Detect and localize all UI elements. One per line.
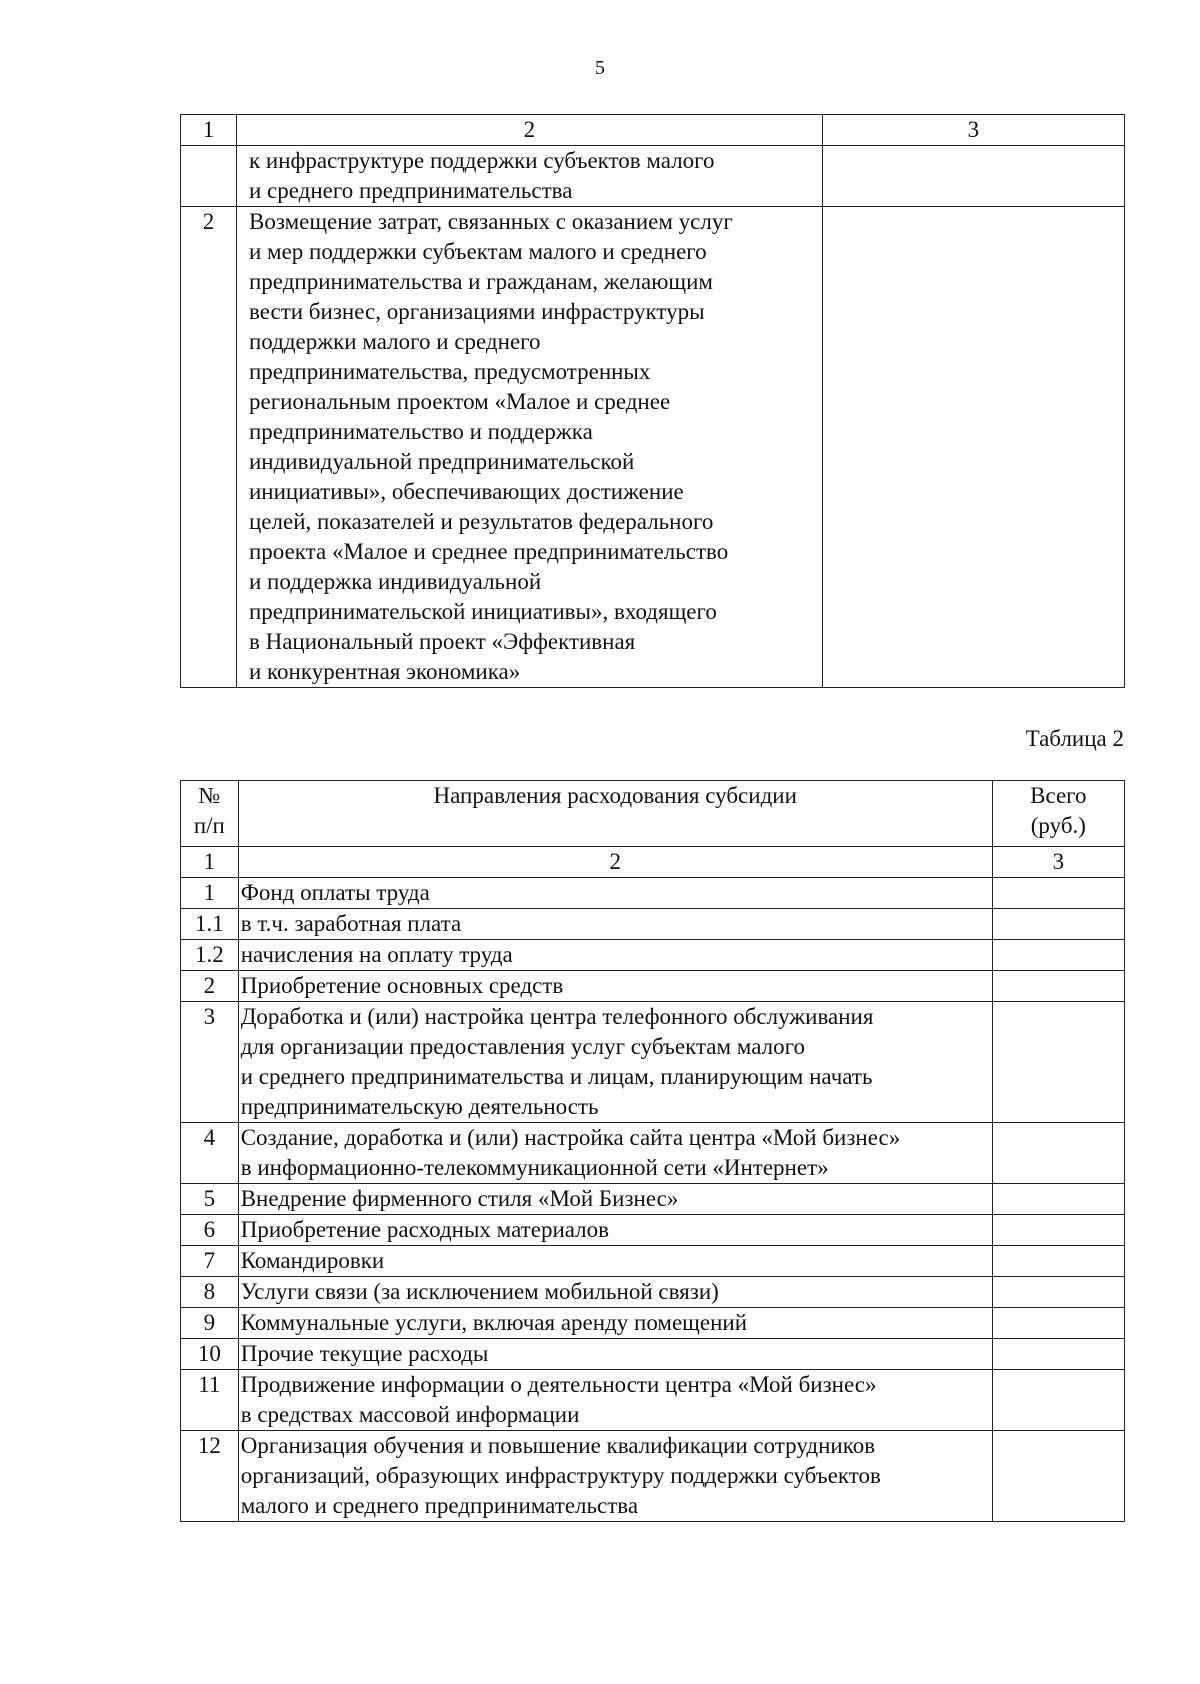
row-value	[992, 909, 1124, 940]
text-line: Фонд оплаты труда	[240, 880, 430, 905]
table-caption: Таблица 2	[1025, 726, 1124, 751]
text-line: и среднего предпринимательства	[248, 178, 573, 203]
header-number	[181, 781, 239, 847]
text-line: и поддержка индивидуальной	[248, 569, 542, 594]
table-row	[181, 1431, 1125, 1522]
row-number: 1.2	[181, 940, 239, 971]
row-text	[238, 1339, 992, 1370]
subsidy-table-body	[181, 878, 1125, 1522]
row-text	[238, 1246, 992, 1277]
row-number: 6	[181, 1215, 239, 1246]
text-line: Услуги связи (за исключением мобильной связи)	[240, 1279, 719, 1304]
row-number: 4	[181, 1123, 239, 1184]
text-line: целей, показателей и результатов федерального	[248, 509, 714, 534]
table-row	[181, 1246, 1125, 1277]
row-value	[992, 1308, 1124, 1339]
row-number: 1.1	[181, 909, 239, 940]
row-value	[992, 1002, 1124, 1123]
table-row	[181, 878, 1125, 909]
row-text	[238, 878, 992, 909]
header-name: Направления расходования субсидии	[238, 781, 992, 847]
row-text	[238, 1002, 992, 1123]
row-text	[238, 1370, 992, 1431]
row-number: 2	[181, 971, 239, 1002]
row-text	[238, 971, 992, 1002]
row-text	[238, 1431, 992, 1522]
text-line: предпринимательство и поддержка	[248, 419, 593, 444]
row-number: 5	[181, 1184, 239, 1215]
table-row	[181, 146, 1125, 207]
text-line: Доработка и (или) настройка центра телефонного обслуживания	[240, 1004, 874, 1029]
column-number-cell: 2	[238, 847, 992, 878]
row-number	[181, 146, 237, 207]
text-line: и среднего предпринимательства и лицам, планирующим начать	[240, 1064, 873, 1089]
text-line: Продвижение информации о деятельности центра «Мой бизнес»	[240, 1372, 877, 1397]
row-number: 11	[181, 1370, 239, 1431]
table-row	[181, 940, 1125, 971]
table-row	[181, 1123, 1125, 1184]
row-value	[992, 1277, 1124, 1308]
text-line: в информационно-телекоммуникационной сети «Интернет»	[240, 1155, 829, 1180]
table-row	[181, 909, 1125, 940]
text-line: проекта «Малое и среднее предпринимательство	[248, 539, 729, 564]
page-number: 5	[595, 57, 605, 79]
row-text	[238, 1277, 992, 1308]
row-text	[236, 207, 822, 688]
text-line: Коммунальные услуги, включая аренду помещений	[240, 1310, 747, 1335]
row-text	[238, 1215, 992, 1246]
continued-table	[180, 114, 1125, 688]
text-line: и конкурентная экономика»	[248, 659, 521, 684]
column-number-cell: 1	[181, 847, 239, 878]
row-value	[992, 1431, 1124, 1522]
text-line: малого и среднего предпринимательства	[240, 1493, 639, 1518]
table-row	[181, 971, 1125, 1002]
text-line: начисления на оплату труда	[240, 942, 513, 967]
table-row	[181, 1308, 1125, 1339]
table-row	[181, 1370, 1125, 1431]
column-number-cell: 1	[181, 115, 237, 146]
header-row	[181, 781, 1125, 847]
row-value	[992, 1123, 1124, 1184]
table-row	[181, 1184, 1125, 1215]
text-line: предпринимательской инициативы», входящего	[248, 599, 717, 624]
row-text	[238, 1123, 992, 1184]
row-number: 1	[181, 878, 239, 909]
table-row	[181, 1339, 1125, 1370]
row-number: 10	[181, 1339, 239, 1370]
text-line: Организация обучения и повышение квалификации сотрудников	[240, 1433, 876, 1458]
text-line: индивидуальной предпринимательской	[248, 449, 635, 474]
text-line: инициативы», обеспечивающих достижение	[248, 479, 684, 504]
row-number: 8	[181, 1277, 239, 1308]
column-number-cell: 3	[992, 847, 1124, 878]
table-row	[181, 1215, 1125, 1246]
row-number: 3	[181, 1002, 239, 1123]
row-number: 12	[181, 1431, 239, 1522]
row-value	[992, 878, 1124, 909]
table-row	[181, 1002, 1125, 1123]
header-number-line: п/п	[193, 813, 225, 838]
row-value	[822, 146, 1124, 207]
row-value	[992, 1184, 1124, 1215]
row-value	[992, 1370, 1124, 1431]
text-line: и мер поддержки субъектам малого и среднего	[248, 239, 707, 264]
text-line: предпринимательскую деятельность	[240, 1094, 599, 1119]
row-number: 7	[181, 1246, 239, 1277]
row-text	[236, 146, 822, 207]
text-line: Приобретение расходных материалов	[240, 1217, 609, 1242]
text-line: Возмещение затрат, связанных с оказанием услуг	[248, 209, 733, 234]
row-text	[238, 940, 992, 971]
header-total	[992, 781, 1124, 847]
text-line: к инфраструктуре поддержки субъектов малого	[248, 148, 715, 173]
header-number-line: №	[198, 783, 221, 808]
text-line: предпринимательства и гражданам, желающим	[248, 269, 713, 294]
table-row	[181, 1277, 1125, 1308]
text-line: в средствах массовой информации	[240, 1402, 580, 1427]
text-line: организаций, образующих инфраструктуру поддержки субъектов	[240, 1463, 881, 1488]
text-line: в т.ч. заработная плата	[240, 911, 462, 936]
column-number-cell: 2	[236, 115, 822, 146]
row-value	[822, 207, 1124, 688]
row-number: 9	[181, 1308, 239, 1339]
column-number-row	[181, 847, 1125, 878]
text-line: региональным проектом «Малое и среднее	[248, 389, 671, 414]
row-value	[992, 971, 1124, 1002]
text-line: для организации предоставления услуг субъектам малого	[240, 1034, 805, 1059]
column-number-row	[181, 115, 1125, 146]
row-value	[992, 1246, 1124, 1277]
text-line: Командировки	[240, 1248, 385, 1273]
text-line: Прочие текущие расходы	[240, 1341, 489, 1366]
row-text	[238, 1308, 992, 1339]
row-value	[992, 1215, 1124, 1246]
text-line: поддержки малого и среднего	[248, 329, 541, 354]
row-text	[238, 909, 992, 940]
header-total-line: Всего	[1030, 783, 1087, 808]
column-number-cell: 3	[822, 115, 1124, 146]
text-line: Внедрение фирменного стиля «Мой Бизнес»	[240, 1186, 679, 1211]
text-line: Приобретение основных средств	[240, 973, 564, 998]
text-line: предпринимательства, предусмотренных	[248, 359, 651, 384]
header-total-line: (руб.)	[1030, 813, 1086, 838]
text-line: в Национальный проект «Эффективная	[248, 629, 636, 654]
text-line: вести бизнес, организациями инфраструктуры	[248, 299, 705, 324]
subsidy-table	[180, 780, 1125, 1522]
row-number: 2	[181, 207, 237, 688]
row-value	[992, 1339, 1124, 1370]
row-value	[992, 940, 1124, 971]
row-text	[238, 1184, 992, 1215]
table-row	[181, 207, 1125, 688]
text-line: Создание, доработка и (или) настройка сайта центра «Мой бизнес»	[240, 1125, 901, 1150]
